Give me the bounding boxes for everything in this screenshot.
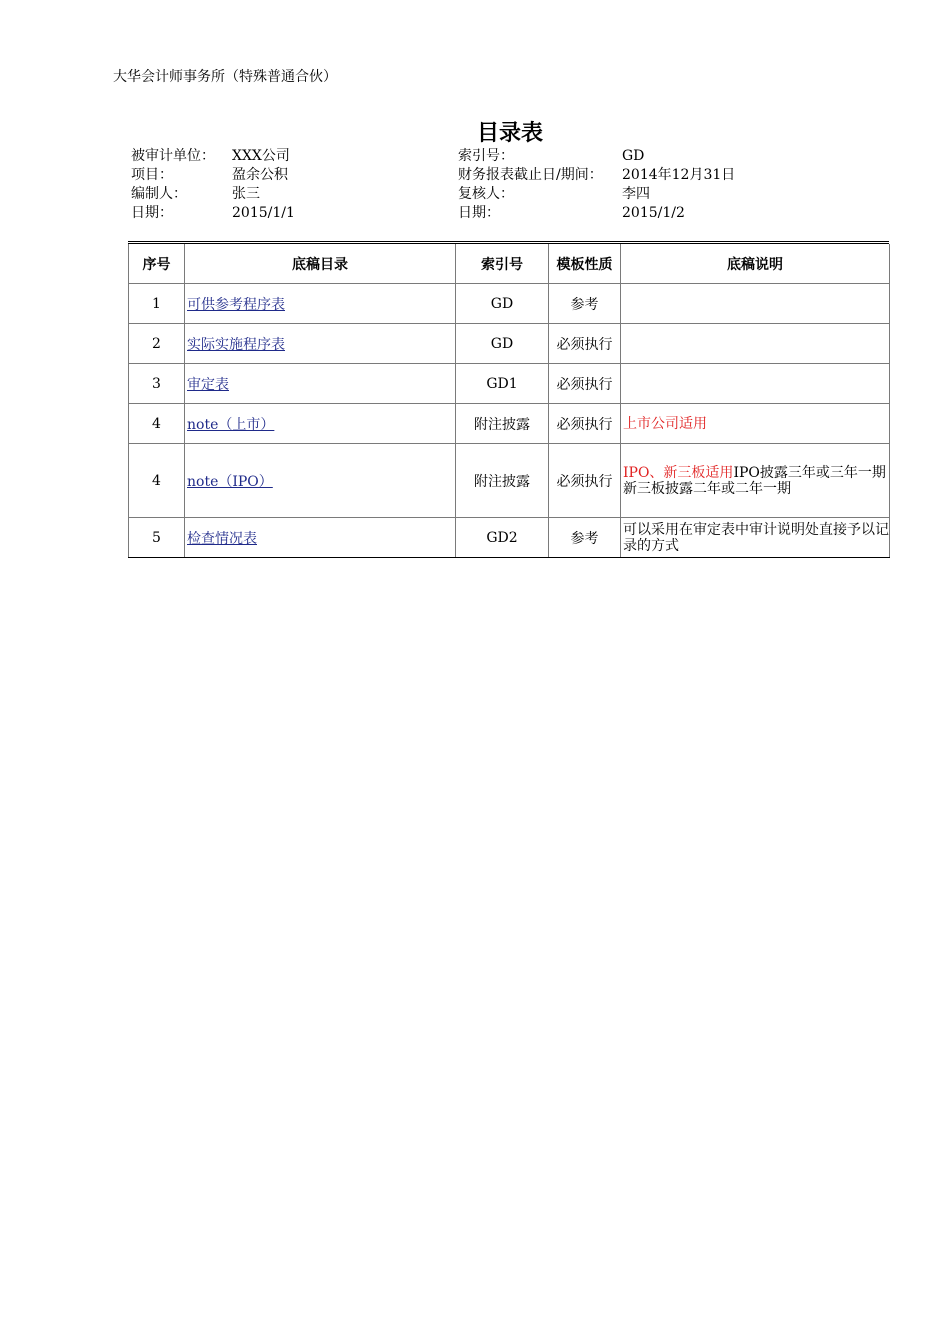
table-row	[129, 364, 890, 404]
audited-entity-label: 被审计单位：	[131, 148, 215, 164]
column-header-description: 底稿说明	[621, 244, 890, 284]
index-cell: 附注披露	[456, 444, 549, 518]
index-cell: GD	[456, 324, 549, 364]
description-text: IPO披露三年或三年一期新三板披露二年或二年一期	[623, 464, 886, 497]
index-cell: GD	[456, 284, 549, 324]
reviewer-label: 复核人：	[458, 186, 514, 202]
period-end-value: 2014年12月31日	[622, 167, 736, 183]
workpaper-link[interactable]: 审定表	[187, 376, 229, 393]
workpaper-link[interactable]: 检查情况表	[187, 530, 257, 547]
column-header-index: 索引号	[456, 244, 549, 284]
period-end-label: 财务报表截止日/期间：	[458, 167, 603, 183]
preparer-label: 编制人：	[131, 186, 187, 202]
row-number: 5	[129, 518, 185, 558]
table-header-row	[129, 244, 890, 284]
row-number: 2	[129, 324, 185, 364]
index-value: GD	[622, 148, 645, 164]
workpaper-cell	[185, 364, 456, 404]
review-date-value: 2015/1/2	[622, 205, 685, 221]
table-row	[129, 284, 890, 324]
reviewer-value: 李四	[622, 186, 650, 202]
index-cell: GD2	[456, 518, 549, 558]
project-value: 盈余公积	[232, 167, 288, 183]
template-type-cell: 参考	[549, 518, 621, 558]
review-date-label: 日期：	[458, 205, 500, 221]
template-type-cell: 参考	[549, 284, 621, 324]
template-type-cell: 必须执行	[549, 404, 621, 444]
description-cell	[621, 324, 890, 364]
row-number: 4	[129, 444, 185, 518]
index-cell: 附注披露	[456, 404, 549, 444]
template-type-cell: 必须执行	[549, 444, 621, 518]
description-cell	[621, 518, 890, 558]
header-rule-top	[128, 241, 889, 242]
template-type-cell: 必须执行	[549, 364, 621, 404]
index-cell: GD1	[456, 364, 549, 404]
table-row	[129, 518, 890, 558]
workpaper-cell	[185, 518, 456, 558]
workpaper-link[interactable]: 实际实施程序表	[187, 336, 285, 353]
audited-entity-value: XXX公司	[232, 148, 290, 164]
workpaper-link[interactable]: note（上市）	[187, 416, 275, 433]
firm-name: 大华会计师事务所（特殊普通合伙）	[113, 69, 337, 85]
preparer-value: 张三	[232, 186, 260, 202]
workpaper-cell	[185, 444, 456, 518]
table-row	[129, 404, 890, 444]
description-highlight: 上市公司适用	[623, 415, 707, 432]
prepare-date-value: 2015/1/1	[232, 205, 295, 221]
description-cell	[621, 284, 890, 324]
description-cell	[621, 444, 890, 518]
workpaper-link[interactable]: 可供参考程序表	[187, 296, 285, 313]
description-cell	[621, 364, 890, 404]
description-cell	[621, 404, 890, 444]
row-number: 4	[129, 404, 185, 444]
description-text: 可以采用在审定表中审计说明处直接予以记录的方式	[623, 521, 889, 554]
row-number: 1	[129, 284, 185, 324]
workpaper-cell	[185, 404, 456, 444]
project-label: 项目：	[131, 167, 173, 183]
template-type-cell: 必须执行	[549, 324, 621, 364]
table-row	[129, 444, 890, 518]
column-header-number: 序号	[129, 244, 185, 284]
column-header-workpaper: 底稿目录	[185, 244, 456, 284]
workpaper-cell	[185, 284, 456, 324]
prepare-date-label: 日期：	[131, 205, 173, 221]
workpaper-cell	[185, 324, 456, 364]
description-highlight: IPO、新三板适用	[623, 464, 734, 481]
table-row	[129, 324, 890, 364]
index-label: 索引号：	[458, 148, 514, 164]
workpaper-link[interactable]: note（IPO）	[187, 473, 273, 490]
row-number: 3	[129, 364, 185, 404]
column-header-template-type: 模板性质	[549, 244, 621, 284]
page-title: 目录表	[476, 121, 543, 146]
catalog-table	[128, 244, 890, 558]
